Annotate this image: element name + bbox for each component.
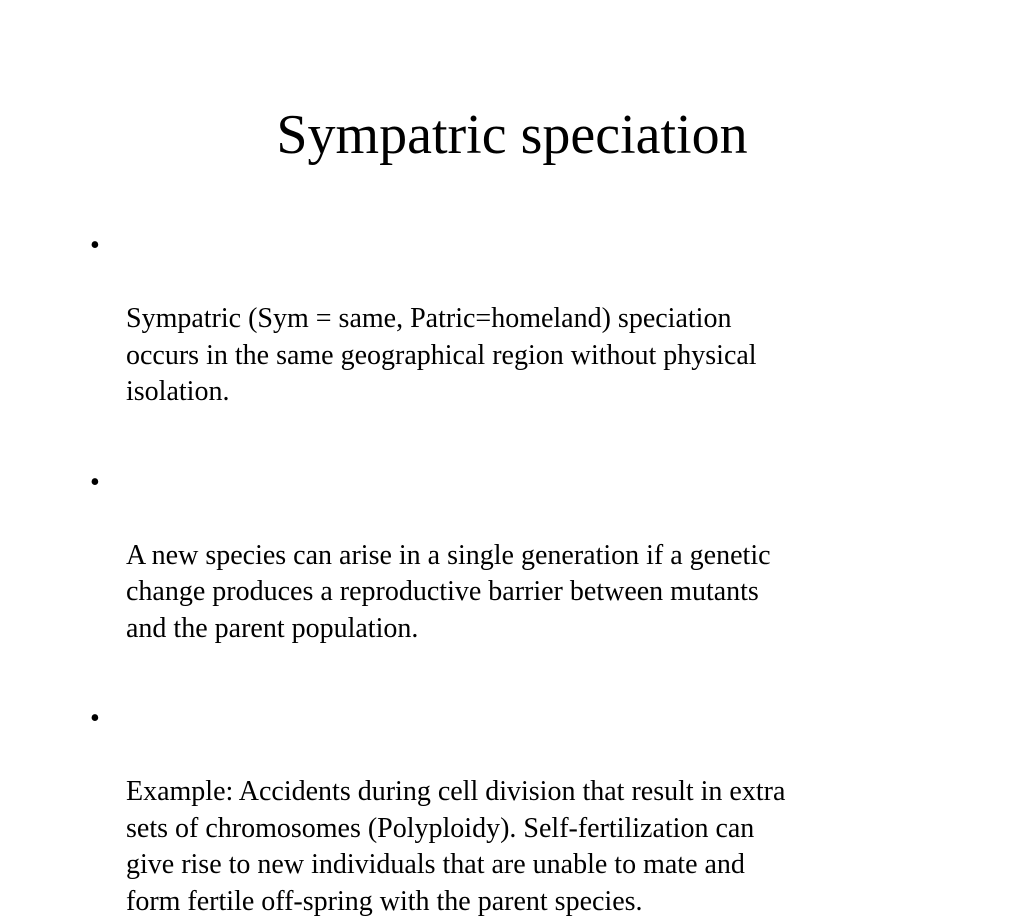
bullet-marker: • bbox=[90, 703, 100, 734]
bullet-text: Example: Accidents during cell division that result in extra sets of chromosomes (Polyploidy). Self-fertilization can give rise to new individuals that are unable to mate and form fertile off-spring with the parent species. bbox=[126, 776, 786, 917]
bullet-marker: • bbox=[90, 230, 100, 261]
bullet-text: Sympatric (Sym = same, Patric=homeland) speciation occurs in the same geographical region without physical isolation. bbox=[126, 303, 757, 407]
bullet-item bbox=[90, 465, 950, 648]
bullet-item bbox=[90, 701, 950, 920]
bullet-item bbox=[90, 228, 950, 411]
slide-title: Sympatric speciation bbox=[276, 104, 748, 166]
bullet-text: A new species can arise in a single generation if a genetic change produces a reproductive barrier between mutants and the parent population. bbox=[126, 539, 771, 644]
bullet-list bbox=[90, 228, 950, 920]
bullet-marker: • bbox=[90, 466, 100, 498]
